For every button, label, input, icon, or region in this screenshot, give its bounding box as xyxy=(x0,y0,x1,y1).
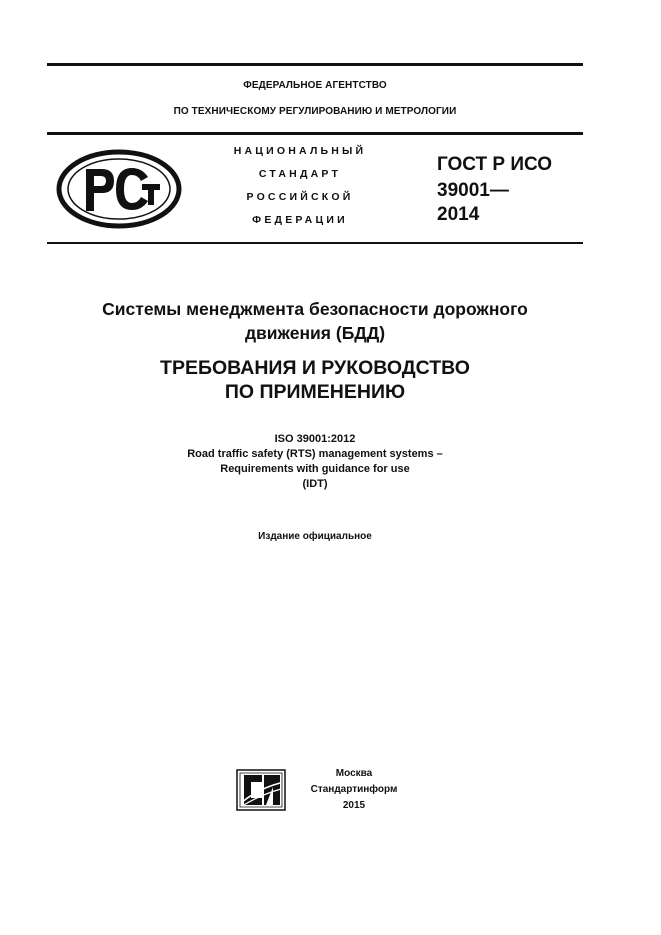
standartinform-logo-icon xyxy=(236,769,286,811)
edition-label: Издание официальное xyxy=(258,531,372,542)
header-bottom-rule xyxy=(47,242,583,244)
top-rule xyxy=(47,63,583,66)
agency-line-1: ФЕДЕРАЛЬНОЕ АГЕНТСТВО xyxy=(243,80,387,91)
rst-logo-icon xyxy=(56,149,182,229)
standard-designation-line-3: 2014 xyxy=(437,204,480,225)
iso-code: ISO 39001:2012 xyxy=(274,433,356,445)
publisher-city: Москва xyxy=(335,768,373,779)
document-subtitle-line-1: ТРЕБОВАНИЯ И РУКОВОДСТВО xyxy=(160,357,470,379)
agency-line-2: ПО ТЕХНИЧЕСКОМУ РЕГУЛИРОВАНИЮ И МЕТРОЛОГИИ xyxy=(173,106,457,117)
national-standard-line-2: СТАНДАРТ xyxy=(258,168,342,180)
header-rule xyxy=(47,132,583,135)
iso-title-line-1: Road traffic safety (RTS) management systems – xyxy=(187,448,443,460)
iso-identity: (IDT) xyxy=(302,478,328,490)
document-subtitle-line-2: ПО ПРИМЕНЕНИЮ xyxy=(224,381,406,403)
standard-designation-line-1: ГОСТ Р ИСО xyxy=(437,154,553,175)
national-standard-line-3: РОССИЙСКОЙ xyxy=(246,191,354,203)
national-standard-line-4: ФЕДЕРАЦИИ xyxy=(252,214,348,226)
iso-title-line-2: Requirements with guidance for use xyxy=(220,463,410,475)
document-title-line-2: движения (БДД) xyxy=(244,323,386,343)
national-standard-line-1: НАЦИОНАЛЬНЫЙ xyxy=(233,145,367,157)
document-title-line-1: Системы менеджмента безопасности дорожного xyxy=(102,299,528,319)
publication-year: 2015 xyxy=(342,800,366,811)
publisher-name: Стандартинформ xyxy=(310,784,398,795)
standard-designation-line-2: 39001— xyxy=(437,180,509,201)
